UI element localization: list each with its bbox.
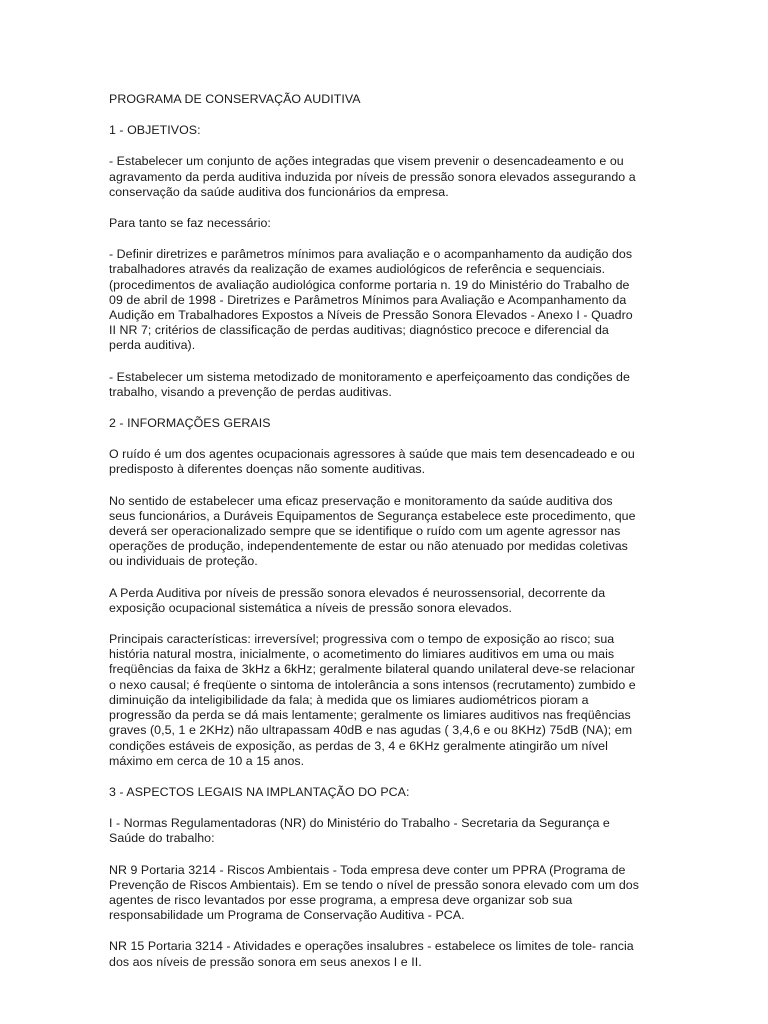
paragraph: No sentido de estabelecer uma eficaz preservação e monitoramento da saúde auditiva dos seus funcionários, a Duráveis Equipamentos de Segurança estabelece este procedimento, que deverá ser operacionalizado sempre que se identifique o ruído com um agente agressor nas operações de produção, independentemente de estar ou não atenuado por medidas coletivas ou individuais de proteção. xyxy=(109,493,636,569)
paragraph: Para tanto se faz necessário: xyxy=(109,216,271,231)
paragraph: A Perda Auditiva por níveis de pressão sonora elevados é neurossensorial, decorrente da exposição ocupacional sistemática a níveis de pressão sonora elevados. xyxy=(109,585,606,615)
section-heading-objetivos: 1 - OBJETIVOS: xyxy=(109,123,201,138)
paragraph: I - Normas Regulamentadoras (NR) do Ministério do Trabalho - Secretaria da Segurança e Saúde do trabalho: xyxy=(109,816,610,846)
paragraph: - Estabelecer um sistema metodizado de monitoramento e aperfeiçoamento das condições de trabalho, visando a prevenção de perdas auditivas. xyxy=(109,369,630,399)
document-title: PROGRAMA DE CONSERVAÇÃO AUDITIVA xyxy=(109,92,361,106)
paragraph: - Estabelecer um conjunto de ações integradas que visem prevenir o desencadeamento e ou agravamento da perda auditiva induzida por níveis de pressão sonora elevados assegurando a conservação da saúde auditiva dos funcionários da empresa. xyxy=(109,154,636,199)
section-heading-informacoes-gerais: 2 - INFORMAÇÕES GERAIS xyxy=(109,416,271,431)
paragraph: Principais características: irreversível; progressiva com o tempo de exposição ao risco; sua história natural mostra, inicialmente, o acometimento do limiares auditivos em uma ou mais freqüências da faixa de 3kHz a 6kHz; geralmente bilateral quando unilateral deve-se relacionar o nexo causal; é freqüente o sintoma de intolerância a sons intensos (recrutamento) zumbido e diminuição da inteligibilidade da fala; à medida que os limiares audiométricos pioram a progressão da perda se dá mais lentamente; geralmente os limiares auditivos nas freqüências graves (0,5, 1 e 2KHz) não ultrapassam 40dB e nas agudas ( 3,4,6 e ou 8KHz) 75dB (NA); em condições estáveis de exposição, as perdas de 3, 4 e 6KHz geralmente atingirão um nível máximo em cerca de 10 a 15 anos. xyxy=(109,632,636,768)
section-heading-aspectos-legais: 3 - ASPECTOS LEGAIS NA IMPLANTAÇÃO DO PCA: xyxy=(109,784,410,799)
paragraph: O ruído é um dos agentes ocupacionais agressores à saúde que mais tem desencadeado e ou predisposto à diferentes doenças não somente auditivas. xyxy=(109,447,635,477)
paragraph: NR 15 Portaria 3214 - Atividades e operações insalubres - estabelece os limites de tole- rancia dos aos níveis de pressão sonora em seus anexos I e II. xyxy=(109,939,634,969)
document-page xyxy=(109,92,659,986)
paragraph: NR 9 Portaria 3214 - Riscos Ambientais - Toda empresa deve conter um PPRA (Programa de Prevenção de Riscos Ambientais). Em se tendo o nível de pressão sonora elevado com um dos agentes de risco levantados por esse programa, a empresa deve organizar sob sua responsabilidade um Programa de Conservação Auditiva - PCA. xyxy=(109,862,639,923)
paragraph: - Definir diretrizes e parâmetros mínimos para avaliação e o acompanhamento da audição dos trabalhadores através da realização de exames audiológicos de referência e sequenciais. (procedimentos de avaliação audiológica conforme portaria n. 19 do Ministério do Trabalho de 09 de abril de 1998 - Diretrizes e Parâmetros Mínimos para Avaliação e Acompanhamento da Audição em Trabalhadores Expostos a Níveis de Pressão Sonora Elevados - Anexo I - Quadro II NR 7; critérios de classificação de perdas auditivas; diagnóstico precoce e diferencial da perda auditiva). xyxy=(109,247,633,353)
